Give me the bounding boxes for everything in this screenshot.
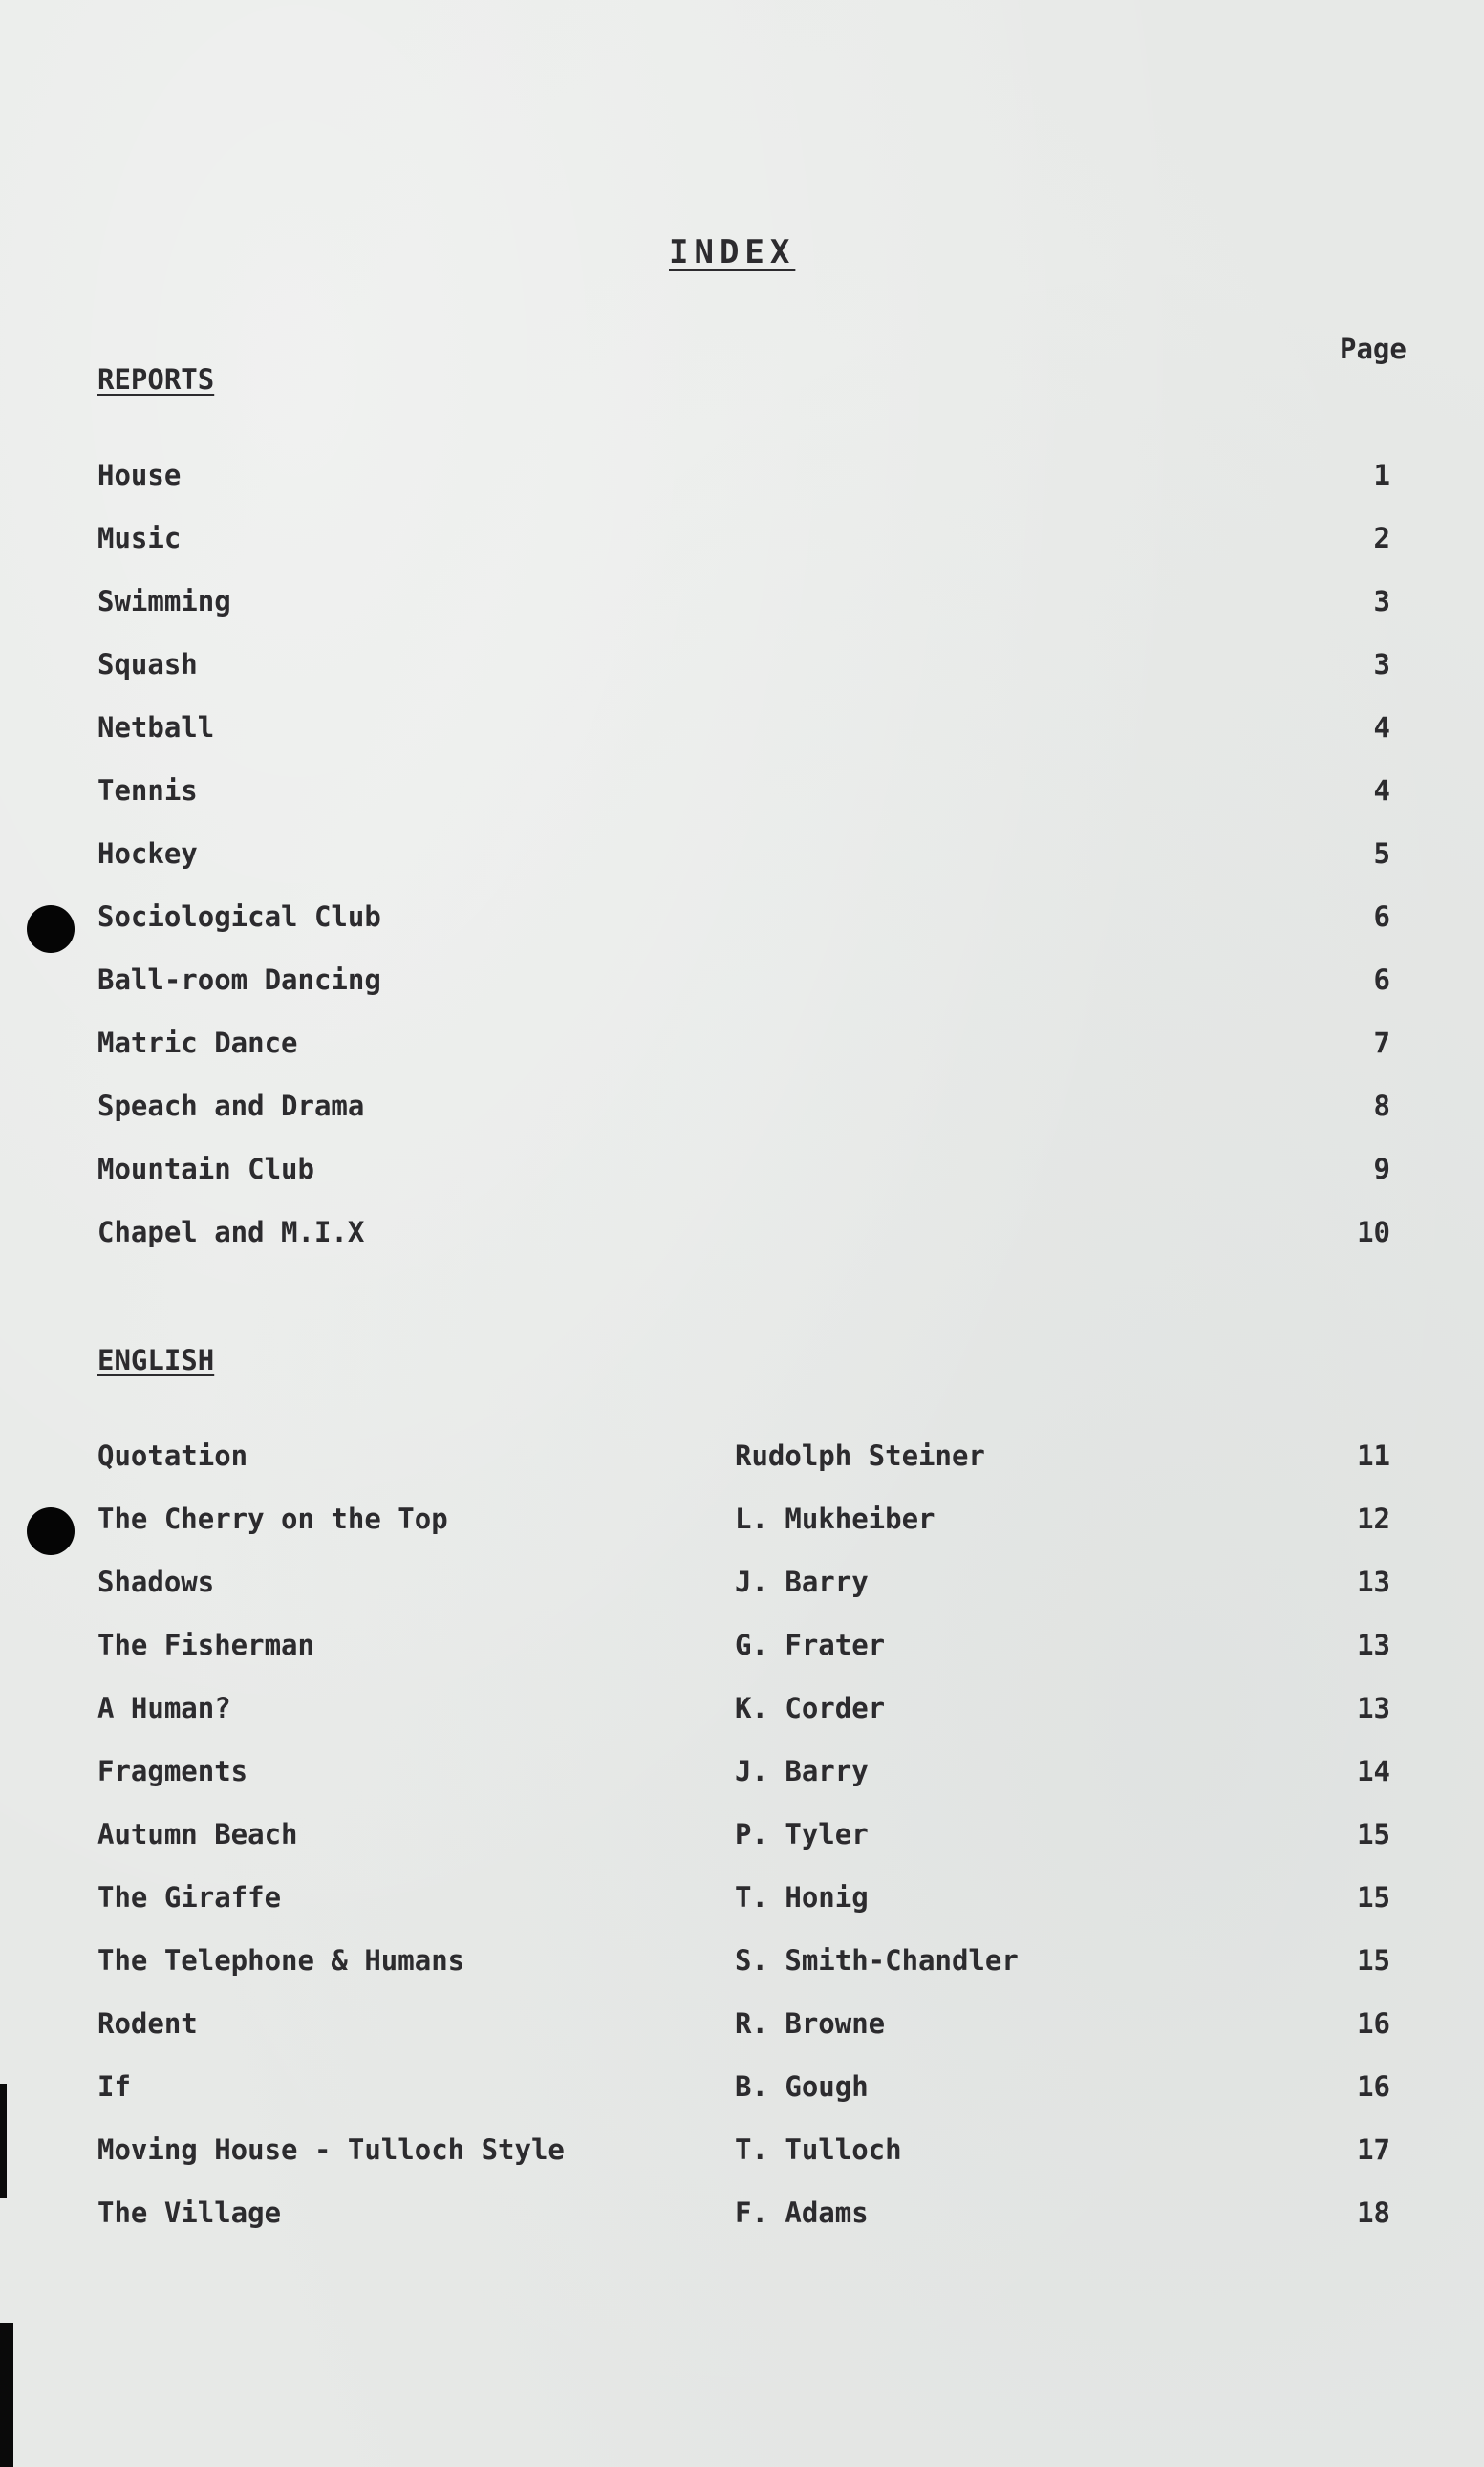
entry-page: 4 — [1373, 711, 1390, 744]
entry-page: 18 — [1357, 2196, 1390, 2229]
entry-page: 4 — [1373, 774, 1390, 807]
scan-edge-shadow — [0, 2323, 13, 2467]
entry-title: The Telephone & Humans — [97, 1944, 465, 1977]
reports-heading: REPORTS — [97, 363, 215, 396]
punch-hole — [27, 1507, 75, 1555]
entry-page: 12 — [1357, 1503, 1390, 1535]
reports-entry — [0, 1090, 1484, 1128]
entry-title: A Human? — [97, 1692, 231, 1724]
reports-entry — [0, 711, 1484, 749]
english-entry — [0, 2133, 1484, 2172]
reports-entry — [0, 900, 1484, 939]
entry-page: 13 — [1357, 1692, 1390, 1724]
reports-entry — [0, 1153, 1484, 1191]
entry-page: 16 — [1357, 2007, 1390, 2040]
reports-entry — [0, 585, 1484, 623]
entry-title: Rodent — [97, 2007, 198, 2040]
entry-author: S. Smith-Chandler — [735, 1944, 1019, 1977]
entry-page: 10 — [1357, 1216, 1390, 1248]
reports-entry — [0, 837, 1484, 876]
entry-title: Fragments — [97, 1755, 248, 1787]
punch-hole — [27, 905, 75, 953]
entry-author: L. Mukheiber — [735, 1503, 936, 1535]
entry-title: Tennis — [97, 774, 198, 807]
entry-author: F. Adams — [735, 2196, 869, 2229]
english-entry — [0, 1629, 1484, 1667]
entry-title: The Village — [97, 2196, 282, 2229]
entry-author: B. Gough — [735, 2070, 869, 2103]
entry-title: Quotation — [97, 1439, 248, 1472]
entry-page: 15 — [1357, 1818, 1390, 1850]
entry-page: 14 — [1357, 1755, 1390, 1787]
entry-page: 11 — [1357, 1439, 1390, 1472]
entry-title: Matric Dance — [97, 1027, 298, 1059]
entry-author: T. Honig — [735, 1881, 869, 1914]
entry-title: Netball — [97, 711, 215, 744]
entry-title: Moving House - Tulloch Style — [97, 2133, 565, 2166]
english-entry — [0, 1566, 1484, 1604]
entry-title: Squash — [97, 648, 198, 681]
english-entry — [0, 1881, 1484, 1919]
reports-entry — [0, 522, 1484, 560]
entry-page: 15 — [1357, 1881, 1390, 1914]
entry-title: Chapel and M.I.X — [97, 1216, 365, 1248]
index-title: INDEX — [669, 233, 796, 271]
entry-author: G. Frater — [735, 1629, 886, 1661]
entry-title: Shadows — [97, 1566, 215, 1598]
entry-title: Swimming — [97, 585, 231, 617]
reports-entry — [0, 1216, 1484, 1254]
english-entry — [0, 1503, 1484, 1541]
scan-edge-shadow — [0, 2084, 7, 2198]
english-entry — [0, 1944, 1484, 1982]
entry-title: Sociological Club — [97, 900, 381, 933]
entry-page: 2 — [1373, 522, 1390, 554]
entry-author: R. Browne — [735, 2007, 886, 2040]
english-entry — [0, 1755, 1484, 1793]
reports-entry — [0, 1027, 1484, 1065]
entry-page: 1 — [1373, 459, 1390, 491]
entry-page: 16 — [1357, 2070, 1390, 2103]
entry-author: K. Corder — [735, 1692, 886, 1724]
entry-author: J. Barry — [735, 1566, 869, 1598]
english-entry — [0, 1692, 1484, 1730]
entry-page: 3 — [1373, 585, 1390, 617]
entry-page: 13 — [1357, 1566, 1390, 1598]
entry-title: Music — [97, 522, 182, 554]
entry-title: The Giraffe — [97, 1881, 282, 1914]
entry-title: Speach and Drama — [97, 1090, 365, 1122]
english-entry — [0, 2007, 1484, 2045]
entry-page: 9 — [1373, 1153, 1390, 1185]
reports-entry — [0, 459, 1484, 497]
entry-page: 8 — [1373, 1090, 1390, 1122]
english-entry — [0, 2070, 1484, 2109]
entry-title: If — [97, 2070, 131, 2103]
page-column-label: Page — [1340, 333, 1407, 365]
entry-author: J. Barry — [735, 1755, 869, 1787]
reports-entry — [0, 963, 1484, 1002]
entry-title: House — [97, 459, 182, 491]
reports-entry — [0, 648, 1484, 686]
entry-page: 7 — [1373, 1027, 1390, 1059]
english-entry — [0, 2196, 1484, 2235]
entry-author: T. Tulloch — [735, 2133, 902, 2166]
entry-page: 3 — [1373, 648, 1390, 681]
entry-title: The Cherry on the Top — [97, 1503, 448, 1535]
english-heading: ENGLISH — [97, 1344, 215, 1376]
reports-entry — [0, 774, 1484, 812]
entry-title: Hockey — [97, 837, 198, 870]
english-entry — [0, 1439, 1484, 1478]
entry-page: 5 — [1373, 837, 1390, 870]
entry-title: Autumn Beach — [97, 1818, 298, 1850]
entry-author: Rudolph Steiner — [735, 1439, 985, 1472]
entry-page: 13 — [1357, 1629, 1390, 1661]
english-entry — [0, 1818, 1484, 1856]
entry-page: 15 — [1357, 1944, 1390, 1977]
entry-author: P. Tyler — [735, 1818, 869, 1850]
entry-title: The Fisherman — [97, 1629, 314, 1661]
entry-page: 6 — [1373, 963, 1390, 996]
entry-title: Ball-room Dancing — [97, 963, 381, 996]
entry-title: Mountain Club — [97, 1153, 314, 1185]
entry-page: 17 — [1357, 2133, 1390, 2166]
entry-page: 6 — [1373, 900, 1390, 933]
